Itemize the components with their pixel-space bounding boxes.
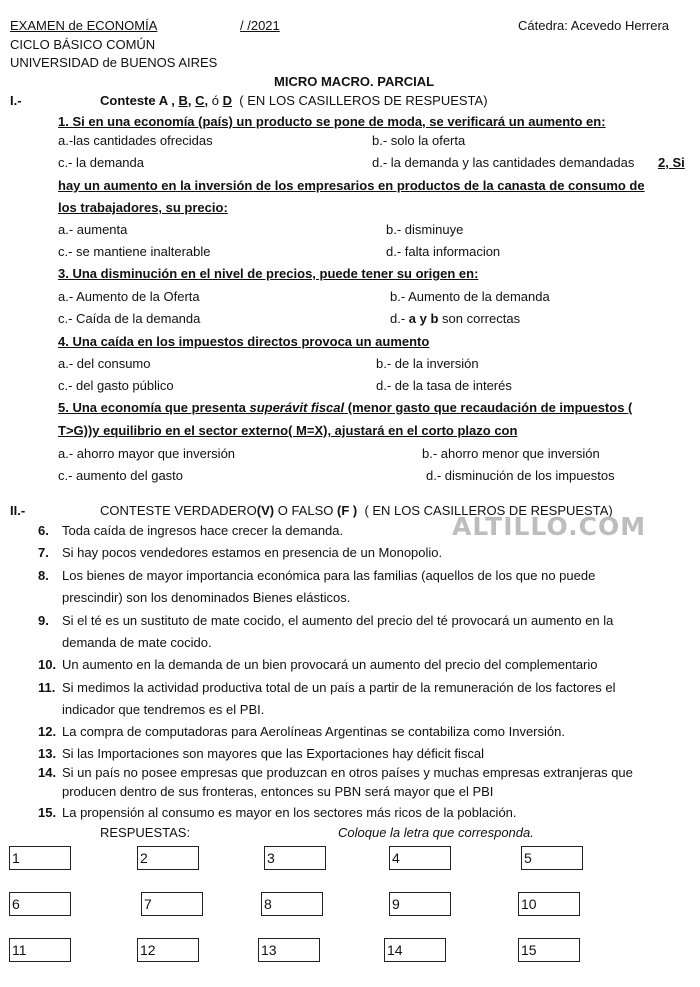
answers-label: RESPUESTAS: <box>100 825 191 840</box>
section-1-number: I.- <box>10 93 22 108</box>
q4-option-c: c.- del gasto público <box>58 378 174 393</box>
q3-d-prefix: d.- <box>390 311 406 326</box>
answer-box-8[interactable]: 8 <box>261 892 323 916</box>
q2-option-b: b.- disminuye <box>386 222 464 237</box>
instr2-v: (V) <box>256 503 275 518</box>
q3-d-suffix: son correctas <box>442 311 521 326</box>
q5-option-d: d.- disminución de los impuestos <box>426 468 615 483</box>
answer-box-6[interactable]: 6 <box>9 892 71 916</box>
q1-option-b: b.- solo la oferta <box>372 133 466 148</box>
tf-item-9: 9. Si el té es un sustituto de mate cocido, el aumento del precio del té provocará un aumento en la demanda de mate cocido. <box>38 613 614 650</box>
q4-option-a: a.- del consumo <box>58 356 151 371</box>
answer-box-2[interactable]: 2 <box>137 846 199 870</box>
q4-option-d: d.- de la tasa de interés <box>376 378 512 393</box>
universidad: UNIVERSIDAD de BUENOS AIRES <box>10 55 218 70</box>
answer-box-13[interactable]: 13 <box>258 938 320 962</box>
q2-option-d: d.- falta informacion <box>386 244 501 259</box>
answer-box-10[interactable]: 10 <box>518 892 580 916</box>
question-3: 3. Una disminución en el nivel de precios, puede tener su origen en: <box>58 266 479 281</box>
question-5 <box>58 400 632 415</box>
exam-date: / /2021 <box>240 18 280 33</box>
q5-title-italic: superávit fiscal <box>249 400 345 415</box>
exam-title: EXAMEN de ECONOMÍA <box>10 18 158 33</box>
question-1: 1. Si en una economía (país) un producto se pone de moda, se verificará un aumento en: <box>58 114 606 129</box>
q3-option-b: b.- Aumento de la demanda <box>390 289 550 304</box>
instr-a: Conteste A , <box>100 93 175 108</box>
question-2-start: 2, Si <box>658 155 685 170</box>
q5-option-c: c.- aumento del gasto <box>58 468 184 483</box>
q3-option-c: c.- Caída de la demanda <box>58 311 201 326</box>
tf-item-10: 10. Un aumento en la demanda de un bien provocará un aumento del precio del complementario <box>38 657 598 672</box>
ciclo-basico: CICLO BÁSICO COMÚN <box>10 37 156 52</box>
q1-option-c: c.- la demanda <box>58 155 144 170</box>
answer-box-15[interactable]: 15 <box>518 938 580 962</box>
q1-option-d: d.- la demanda y las cantidades demandadas <box>372 155 635 170</box>
instr-b: B, <box>178 93 192 108</box>
q5-option-b: b.- ahorro menor que inversión <box>422 446 600 461</box>
q3-option-a: a.- Aumento de la Oferta <box>58 289 200 304</box>
answer-box-7[interactable]: 7 <box>141 892 203 916</box>
answer-box-1[interactable]: 1 <box>9 846 71 870</box>
q5-title-pre: 5. Una economía que presenta <box>58 400 246 415</box>
instr-o: ó <box>211 93 219 108</box>
tf-item-14: 14. Si un país no posee empresas que produzcan en otros países y muchas empresas extranjeras que producen dentro de sus fronteras, entonces su PBN será mayor que el PBI <box>38 765 633 799</box>
catedra: Cátedra: Acevedo Herrera <box>518 18 670 33</box>
q5-title-post: (menor gasto que recaudación de impuestos ( <box>347 400 633 415</box>
instr2-o: O FALSO <box>277 503 334 518</box>
q2-option-c: c.- se mantiene inalterable <box>58 244 211 259</box>
tf-item-13: 13. Si las Importaciones son mayores que las Exportaciones hay déficit fiscal <box>38 746 484 761</box>
q3-option-d <box>390 311 520 326</box>
answer-box-9[interactable]: 9 <box>389 892 451 916</box>
section-2-number: II.- <box>10 503 26 518</box>
question-4: 4. Una caída en los impuestos directos provoca un aumento <box>58 334 430 349</box>
question-5-line2: T>G))y equilibrio en el sector externo( M=X), ajustará en el corto plazo con <box>58 423 518 438</box>
answer-box-5[interactable]: 5 <box>521 846 583 870</box>
instr-c: C, <box>195 93 209 108</box>
document-title: MICRO MACRO. PARCIAL <box>274 74 435 89</box>
q2-option-a: a.- aumenta <box>58 222 128 237</box>
tf-item-8: 8. Los bienes de mayor importancia económica para las familias (aquellos de los que no puede prescindir) son los denominados Bienes elásticos. <box>38 568 596 605</box>
question-2-line2: hay un aumento en la inversión de los empresarios en productos de la canasta de consumo de <box>58 178 645 193</box>
answer-box-3[interactable]: 3 <box>264 846 326 870</box>
instr-d: D <box>222 93 233 108</box>
answers-hint: Coloque la letra que corresponda. <box>338 825 534 840</box>
section-1-instructions <box>100 93 488 108</box>
answer-box-12[interactable]: 12 <box>137 938 199 962</box>
instr2-f: (F ) <box>336 503 358 518</box>
tf-item-6: 6. Toda caída de ingresos hace crecer la demanda. <box>38 523 344 538</box>
instr2-post: ( EN LOS CASILLEROS DE RESPUESTA) <box>364 503 613 518</box>
question-2-line3: los trabajadores, su precio: <box>58 200 228 215</box>
q5-option-a: a.- ahorro mayor que inversión <box>58 446 236 461</box>
q1-option-a: a.-las cantidades ofrecidas <box>58 133 213 148</box>
tf-item-12: 12. La compra de computadoras para Aerolíneas Argentinas se contabiliza como Inversión. <box>38 724 565 739</box>
answer-box-14[interactable]: 14 <box>384 938 446 962</box>
answer-box-11[interactable]: 11 <box>9 938 71 962</box>
tf-item-11: 11. Si medimos la actividad productiva total de un país a partir de la remuneración de los factores el indicador que tendremos es el PBI. <box>38 680 616 717</box>
tf-item-15: 15. La propensión al consumo es mayor en los sectores más ricos de la población. <box>38 805 517 820</box>
instr2-pre: CONTESTE VERDADERO <box>100 503 257 518</box>
tf-item-7: 7. Si hay pocos vendedores estamos en presencia de un Monopolio. <box>38 545 443 560</box>
instr-post: ( EN LOS CASILLEROS DE RESPUESTA) <box>239 93 488 108</box>
q4-option-b: b.- de la inversión <box>376 356 479 371</box>
q3-d-bold: a y b <box>408 311 439 326</box>
answer-box-4[interactable]: 4 <box>389 846 451 870</box>
watermark-logo: ALTILLO.COM <box>452 512 647 541</box>
